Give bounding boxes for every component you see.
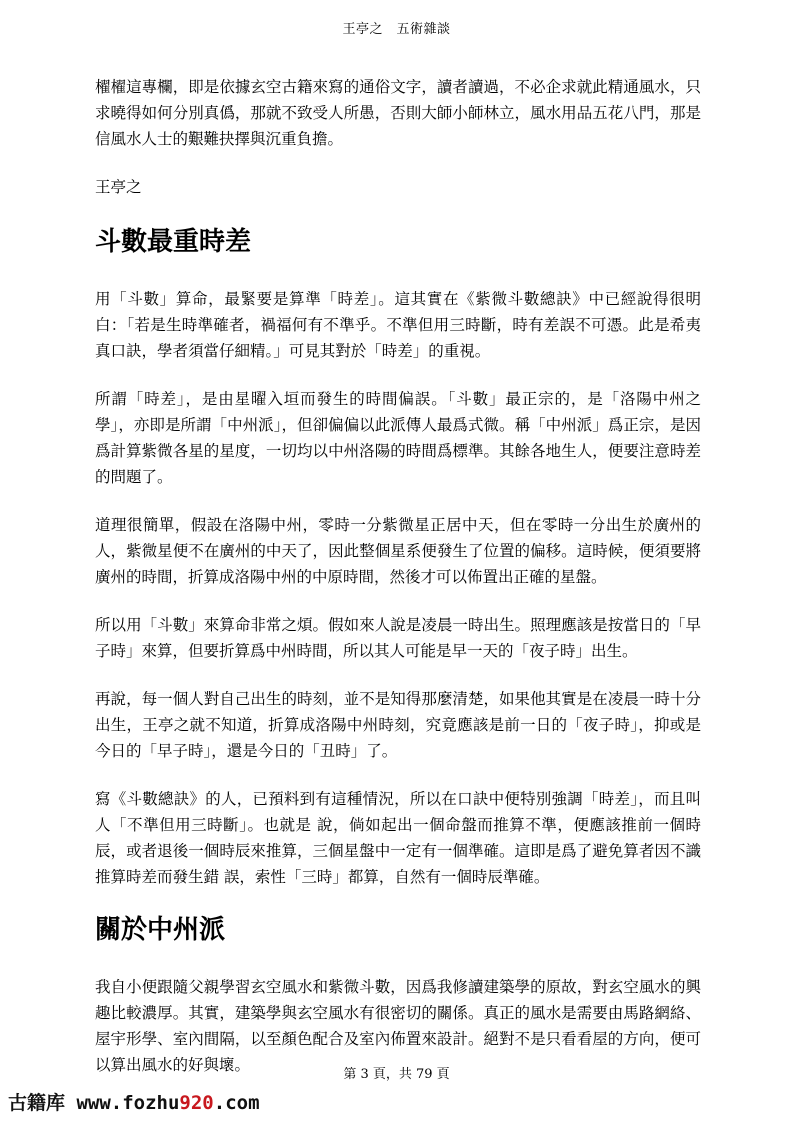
intro-paragraph: 櫂櫂這專欄，即是依據玄空古籍來寫的通俗文字，讀者讀過，不必企求就此精通風水，只求曉得如何分別真僞，那就不致受人所愚，否則大師小師林立，風水用品五花八門，那是信風水人士的艱難抉擇與沉重負擔。	[95, 78, 701, 148]
page-header: 王亭之 五術雜談	[342, 22, 451, 37]
document-body	[95, 74, 701, 1100]
site-watermark	[8, 1088, 260, 1115]
section-paragraph: 我自小便跟隨父親學習玄空風水和紫微斗數，因爲我修讀建築學的原故，對玄空風水的興趣比較濃厚。其實，建築學與玄空風水有很密切的關係。真正的風水是需要由馬路網絡、屋宇形學、室內間隔，以至顏色配合及室內佈置來設計。絕對不是只看看屋的方向，便可以算出風水的好與壞。	[95, 978, 701, 1074]
page-footer: 第 3 頁，共 79 頁	[343, 1067, 450, 1082]
section-heading: 關於中州派	[95, 915, 226, 945]
watermark-url-prefix: www.fozhu	[76, 1092, 180, 1114]
author-signature: 王亭之	[95, 178, 142, 196]
section-paragraph: 再說，每一個人對自己出生的時刻，並不是知得那麼清楚，如果他其實是在凌晨一時十分出生，王亭之就不知道，折算成洛陽中州時刻，究竟應該是前一日的「夜子時」，抑或是今日的「早子時」，還是今日的「丑時」了。	[95, 690, 701, 760]
watermark-url-number: 920	[179, 1092, 214, 1114]
section-paragraph: 用「斗數」算命，最緊要是算準「時差」。這其實在《紫微斗數總訣》中已經說得很明白：「若是生時準確者，禍福何有不準乎。不準但用三時斷，時有差誤不可憑。此是希夷真口訣，學者須當仔細精。」可見其對於「時差」的重視。	[95, 290, 701, 360]
section-paragraph: 道理很簡單，假設在洛陽中州，零時一分紫微星正居中天，但在零時一分出生於廣州的人，紫微星便不在廣州的中天了，因此整個星系便發生了位置的偏移。這時候，便須要將廣州的時間，折算成洛陽中州的中原時間，然後才可以佈置出正確的星盤。	[95, 516, 701, 586]
watermark-brand: 古籍库	[8, 1092, 66, 1114]
section-paragraph: 所以用「斗數」來算命非常之煩。假如來人說是凌晨一時出生。照理應該是按當日的「早子時」來算，但要折算爲中州時間，所以其人可能是早一天的「夜子時」出生。	[95, 616, 701, 660]
section-paragraph: 所謂「時差」，是由星曜入垣而發生的時間偏誤。「斗數」最正宗的，是「洛陽中州之學」，亦即是所謂「中州派」，但卻偏偏以此派傳人最爲式微。稱「中州派」爲正宗，是因爲計算紫微各星的星度，一切均以中州洛陽的時間爲標準。其餘各地生人，便要注意時差的問題了。	[95, 390, 701, 486]
section-paragraph: 寫《斗數總訣》的人，已預料到有這種情況，所以在口訣中便特別強調「時差」，而且叫人「不準但用三時斷」。也就是 說，倘如起出一個命盤而推算不準，便應該推前一個時辰，或者退後一個時辰來推算，三個星盤中一定有一個準確。這即是爲了避免算者因不識推算時差而發生錯 誤，索性「三時」都算，自然有一個時辰準確。	[95, 790, 701, 886]
section-heading: 斗數最重時差	[95, 227, 252, 257]
watermark-url-suffix: .com	[213, 1092, 260, 1114]
